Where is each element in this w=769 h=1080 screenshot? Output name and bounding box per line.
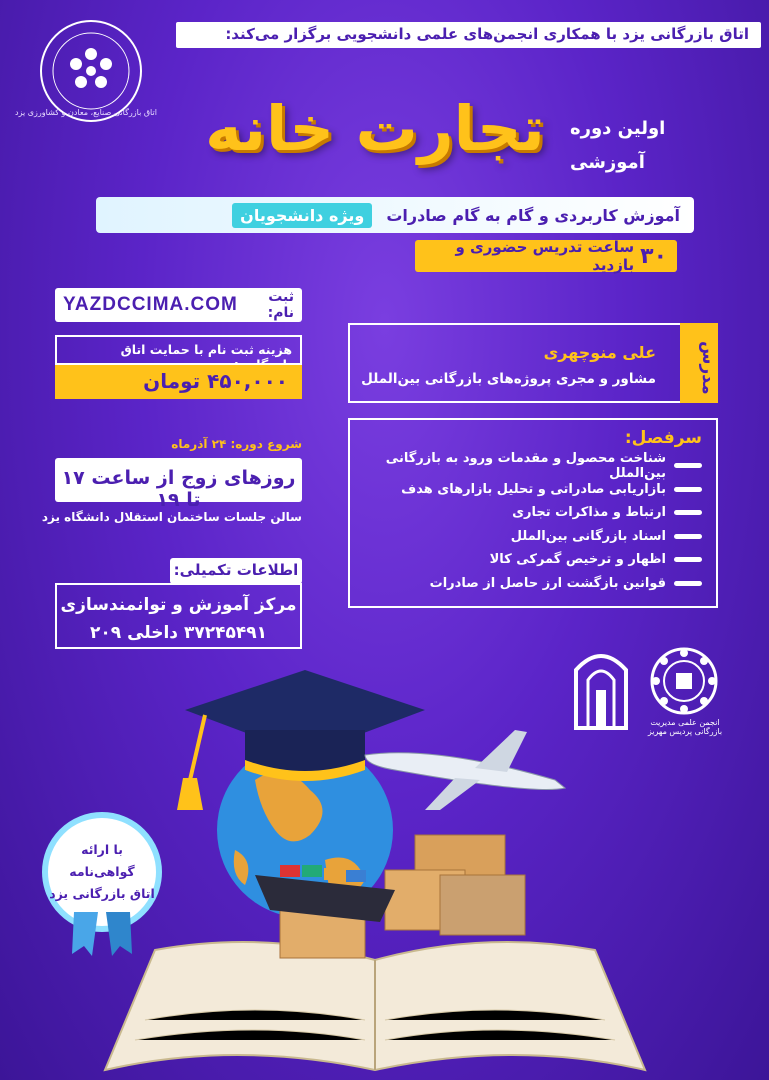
bullet-dash: [674, 510, 702, 515]
hours-number: ۳۰: [640, 243, 667, 269]
chamber-logo-caption: اتاق بازرگانی صنایع، معادن و کشاورزی یزد: [15, 108, 157, 117]
course-days: روزهای زوج از ساعت ۱۷ تا ۱۹: [55, 458, 302, 502]
title-pre-line1: اولین دوره: [570, 118, 666, 139]
course-venue: سالن جلسات ساختمان استقلال دانشگاه یزد: [41, 510, 302, 524]
subtitle-text: آموزش کاربردی و گام به گام صادرات: [386, 205, 680, 225]
ribbon-icon: [64, 912, 140, 956]
fee-label: هزینه ثبت نام با حمایت اتاق: [55, 335, 302, 365]
teacher-box: [348, 323, 718, 403]
syllabus-item-text: ارتباط و مذاکرات تجاری: [512, 505, 666, 521]
course-start: شروع دوره: ۲۴ آذرماه: [171, 437, 302, 451]
info-phone: ۳۷۲۴۵۴۹۱ داخلی ۲۰۹: [90, 623, 267, 643]
teacher-name: علی منوچهری: [543, 343, 656, 362]
syllabus-item-text: قوانین بازگشت ارز حاصل از صادرات: [429, 575, 666, 591]
subtitle-highlight: ویژه دانشجویان: [232, 203, 372, 228]
top-banner: اتاق بازرگانی یزد با همکاری انجمن‌های علمی دانشجویی برگزار می‌کند:: [176, 22, 761, 48]
registration-label: ثبت نام:: [267, 289, 294, 321]
badge-line1: با ارائه گواهی‌نامه: [69, 842, 135, 879]
main-title: تجارت خانه: [205, 92, 545, 165]
teacher-role: مشاور و مجری پروژه‌های بازرگانی بین‌الملل: [361, 371, 656, 387]
list-item: [364, 501, 702, 525]
list-item: [364, 572, 702, 596]
hours-bar: [415, 240, 677, 272]
syllabus-item-text: اسناد بازرگانی بین‌الملل: [510, 528, 666, 544]
registration-url[interactable]: YAZDCCIMA.COM: [63, 294, 238, 315]
subtitle-bar: [96, 197, 694, 233]
info-line1: مرکز آموزش و توانمندسازی: [60, 595, 297, 615]
association-logo: [648, 645, 720, 717]
syllabus-item-text: شناخت محصول و مقدمات ورود به بازرگانی بین‌الملل: [385, 450, 666, 481]
fee-amount: ۴۵۰,۰۰۰ تومان: [55, 365, 302, 399]
bullet-dash: [674, 463, 702, 468]
syllabus-box: [348, 418, 718, 608]
badge-line2: اتاق بازرگانی یزد: [49, 886, 155, 901]
list-item: [364, 548, 702, 572]
list-item: [364, 478, 702, 502]
bullet-dash: [674, 581, 702, 586]
bullet-dash: [674, 534, 702, 539]
bullet-dash: [674, 557, 702, 562]
bullet-dash: [674, 487, 702, 492]
registration-box: [55, 288, 302, 322]
association-logo-caption: انجمن علمی مدیریت بازرگانی پردیس مهریز: [647, 718, 723, 736]
hours-text: ساعت تدریس حضوری و بازدید: [455, 238, 635, 274]
list-item: [364, 450, 702, 481]
syllabus-title: سرفصل:: [624, 428, 702, 448]
list-item: [364, 525, 702, 549]
info-box: [55, 583, 302, 649]
title-pre-line2: آموزشی: [570, 152, 645, 173]
education-trade-illustration: [95, 660, 655, 1080]
teacher-tag: مدرس: [680, 323, 718, 403]
syllabus-item-text: بازاریابی صادراتی و تحلیل بازارهای هدف: [401, 481, 666, 497]
info-label: اطلاعات تکمیلی:: [170, 558, 302, 584]
syllabus-item-text: اظهار و ترخیص گمرکی کالا: [489, 552, 666, 568]
